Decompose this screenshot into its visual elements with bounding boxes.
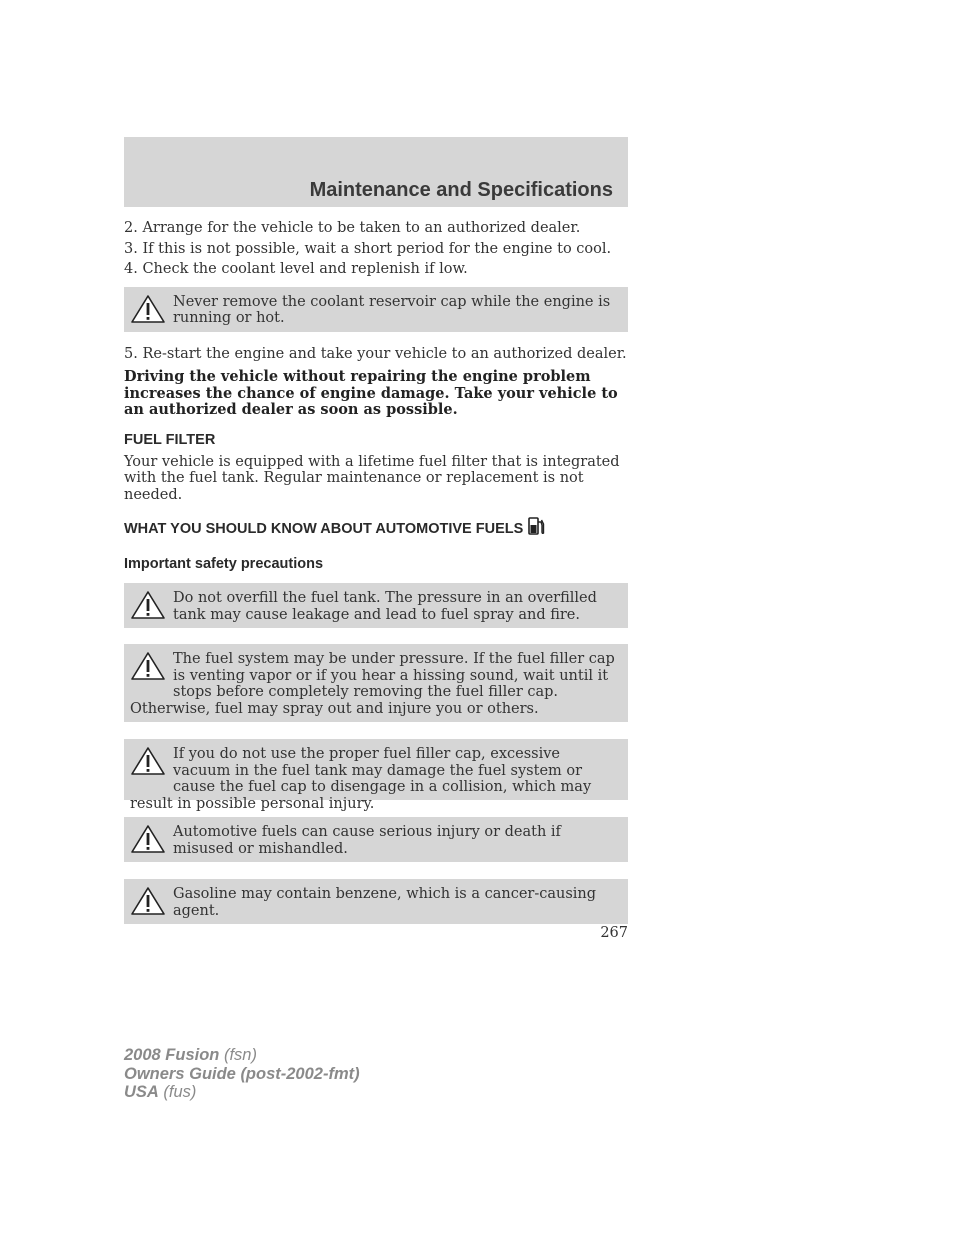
footer-doc-info <box>124 1046 360 1102</box>
page-number: 267 <box>600 925 628 941</box>
warning-box-fuels-injury <box>124 817 628 862</box>
warning-triangle-icon <box>130 746 166 782</box>
warning-text: If you do not use the proper fuel filler cap, excessive vacuum in the fuel tank may damage the fuel system or cause the fuel cap to disengage in a collision, which may result in possible personal injury. <box>130 746 592 812</box>
warning-box-overfill <box>124 583 628 628</box>
step-2: 2. Arrange for the vehicle to be taken to an authorized dealer. <box>124 220 581 236</box>
footer-market-code: (fus) <box>158 1083 197 1101</box>
warning-triangle-icon <box>130 590 166 626</box>
footer-line-2 <box>124 1065 360 1084</box>
warning-text: Automotive fuels can cause serious injury or death if misused or mishandled. <box>173 824 561 857</box>
fuel-filter-text: Your vehicle is equipped with a lifetime fuel filter that is integrated with the fuel tank. Regular maintenance or replacement is not needed. <box>124 453 620 503</box>
warning-triangle-icon <box>130 886 166 922</box>
warning-triangle-icon <box>130 294 166 330</box>
warning-text: The fuel system may be under pressure. If the fuel filler cap is venting vapor or if you hear a hissing sound, wait until it stops before completely removing the fuel filler cap. Otherwise, fuel may spray out and injure you or others. <box>130 651 615 717</box>
footer-line-3 <box>124 1083 360 1102</box>
page-content <box>124 220 628 924</box>
fuel-pump-icon <box>527 516 545 541</box>
warning-triangle-icon <box>130 824 166 860</box>
fuels-heading <box>124 516 628 541</box>
footer-line-1 <box>124 1046 360 1065</box>
warning-box-filler-cap <box>124 739 628 812</box>
fuels-heading-text: WHAT YOU SHOULD KNOW ABOUT AUTOMOTIVE FUELS <box>124 521 524 537</box>
footer-guide: Owners Guide (post-2002-fmt) <box>124 1064 360 1083</box>
warning-box-coolant <box>124 287 628 332</box>
safety-subheading: Important safety precautions <box>124 556 324 572</box>
warning-box-benzene <box>124 879 628 924</box>
warning-text: Gasoline may contain benzene, which is a cancer-causing agent. <box>173 886 597 919</box>
step-4: 4. Check the coolant level and replenish if low. <box>124 261 468 277</box>
step-5: 5. Re-start the engine and take your vehicle to an authorized dealer. <box>124 345 627 362</box>
step-3: 3. If this is not possible, wait a short period for the engine to cool. <box>124 240 612 257</box>
footer-model-code: (fsn) <box>219 1046 257 1064</box>
header-band <box>124 137 628 207</box>
bold-note: Driving the vehicle without repairing the engine problem increases the chance of engine damage. Take your vehicle to an authorized dealer as soon as possible. <box>124 368 618 418</box>
footer-model: 2008 Fusion <box>124 1046 220 1064</box>
warning-box-pressure <box>124 644 628 722</box>
warning-text: Never remove the coolant reservoir cap while the engine is running or hot. <box>173 293 611 326</box>
warning-triangle-icon <box>130 651 166 687</box>
page-title: Maintenance and Specifications <box>309 179 613 201</box>
footer-market: USA <box>124 1083 159 1101</box>
warning-text: Do not overfill the fuel tank. The pressure in an overfilled tank may cause leakage and lead to fuel spray and fire. <box>173 590 597 623</box>
fuel-filter-heading: FUEL FILTER <box>124 431 216 448</box>
